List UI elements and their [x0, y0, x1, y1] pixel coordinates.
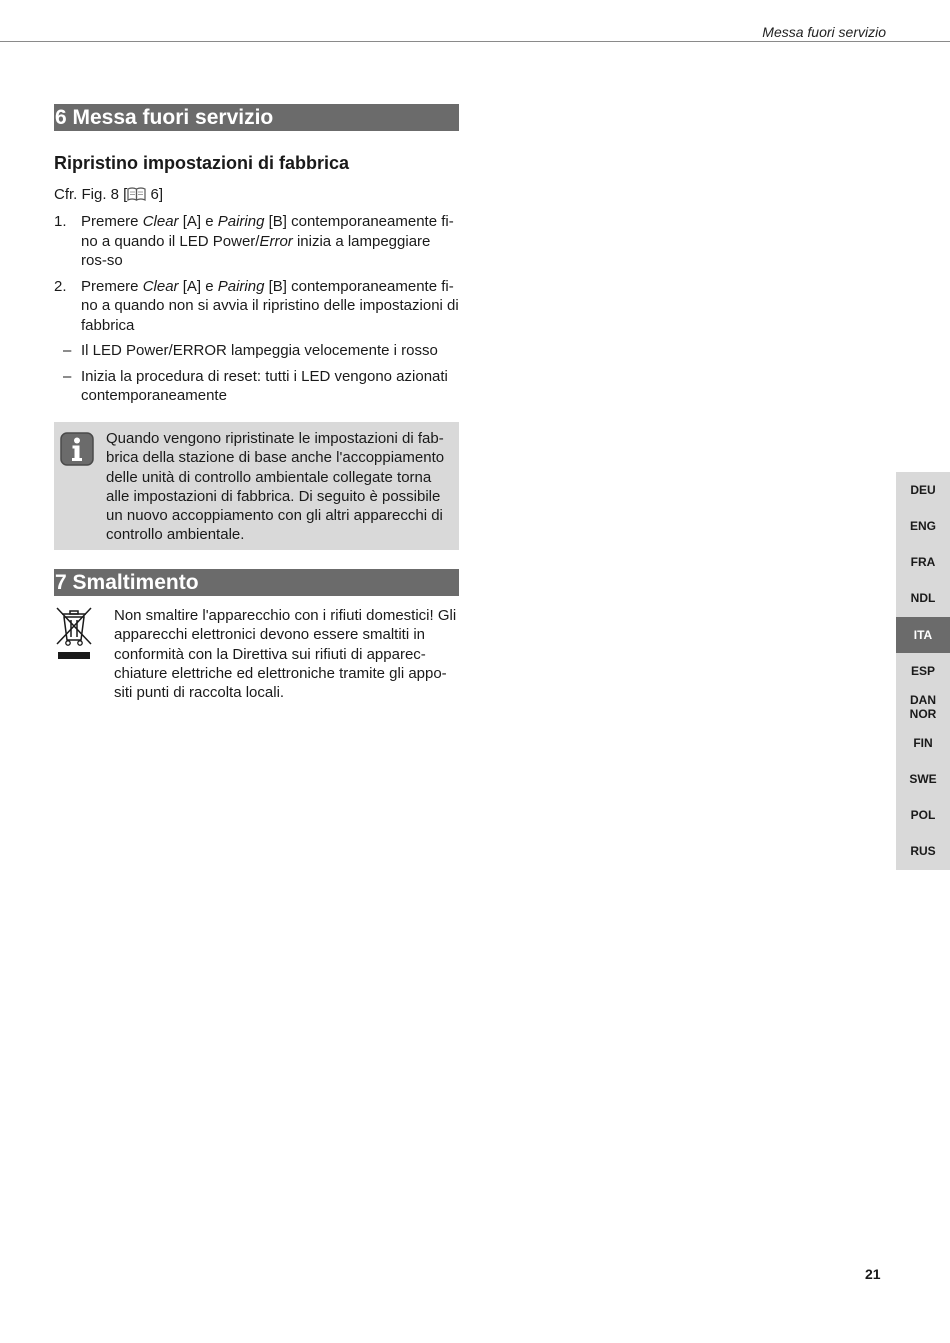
result-text: Il LED Power/ERROR lampeggia velocemente i rosso — [81, 342, 438, 359]
step-text: Premere — [81, 213, 143, 230]
lang-tab-label: SWE — [909, 771, 937, 786]
lang-tab-label: RUS — [910, 843, 936, 858]
figure-reference — [54, 185, 459, 207]
lang-tab-ita[interactable] — [896, 617, 950, 653]
button-name-clear: Clear — [142, 213, 179, 230]
info-note-text: Quando vengono ripristinate le impostazioni di fab-brica della stazione di base anche l'accoppiamento delle unità di controllo ambientale collegate torna alle impostazioni di fabbrica. Di seguito è possibile un nuovo accoppiamento con gli altri apparecchi di controllo ambientale. — [106, 430, 445, 544]
section-6 — [54, 104, 459, 131]
lang-tab-label: NDL — [910, 590, 936, 605]
step-text: [A] e — [178, 213, 218, 230]
lang-tab-ndl[interactable] — [896, 580, 950, 616]
factory-reset-heading: Ripristino impostazioni di fabbrica — [54, 153, 350, 173]
section-7-title: 7 Smaltimento — [54, 569, 459, 596]
result-text: Inizia la procedura di reset: tutti i LED vengono azionati contemporaneamente — [81, 367, 448, 404]
figure-reference-prefix: Cfr. Fig. 8 [ — [54, 186, 128, 203]
section-7 — [54, 569, 459, 596]
result-item — [54, 367, 459, 406]
lang-tab-label: FIN — [913, 735, 933, 750]
weee-bin-icon — [55, 606, 93, 667]
lang-tab-label: NOR — [909, 707, 937, 721]
info-note-box — [54, 422, 459, 550]
lang-tab-label: ENG — [909, 518, 936, 533]
step-text: inizia a lampeggiare ros-so — [81, 232, 431, 269]
lang-tab-rus[interactable] — [896, 833, 950, 869]
lang-tab-label: FRA — [910, 554, 936, 569]
lang-tab-label: DEU — [910, 482, 936, 497]
header-rule — [0, 41, 950, 42]
info-icon — [60, 432, 94, 471]
book-icon — [127, 187, 146, 207]
step-text: [A] e — [178, 277, 218, 295]
step-number: 1. — [54, 213, 67, 230]
lang-tab-label: DAN — [910, 692, 936, 707]
figure-reference-page: 6] — [146, 186, 164, 203]
lang-tab-pol[interactable] — [896, 797, 950, 833]
running-header: Messa fuori servizio — [762, 24, 886, 40]
step-number: 2. — [54, 277, 67, 295]
result-item — [54, 341, 459, 361]
dash-marker: – — [63, 367, 72, 385]
disposal-text: Non smaltire l'apparecchio con i rifiuti domestici! Gli apparecchi elettronici devono essere smaltiti in conformità con la Direttiva sui rifiuti di apparec-chiature elettriche ed elettroniche tramite gli appo-siti punti di raccolta locali. — [114, 607, 457, 702]
section-6-title: 6 Messa fuori servizio — [54, 104, 459, 131]
button-name-pairing: Pairing — [217, 277, 265, 295]
step-text: [B] contemporaneamente fi-no a quando il LED Power/ — [81, 213, 454, 250]
step-text: Premere — [81, 277, 143, 295]
lang-tab-swe[interactable] — [896, 761, 950, 797]
language-nav — [896, 472, 950, 870]
lang-tab-esp[interactable] — [896, 653, 950, 689]
lang-tab-deu[interactable] — [896, 472, 950, 508]
lang-tab-label: POL — [910, 807, 936, 822]
lang-tab-eng[interactable] — [896, 508, 950, 544]
button-name-clear: Clear — [142, 277, 179, 295]
step-text: [B] contemporaneamente fi-no a quando non si avvia il ripristino delle impostazioni di fabbrica — [81, 277, 459, 334]
lang-tab-fra[interactable] — [896, 544, 950, 580]
lang-tab-label: ITA — [913, 627, 933, 642]
lang-tab-dan-nor[interactable] — [896, 689, 950, 725]
factory-reset-block — [54, 153, 459, 174]
button-name-pairing: Pairing — [217, 213, 265, 230]
led-name-error: Error — [259, 232, 293, 250]
step-1 — [54, 212, 459, 271]
step-2 — [54, 277, 459, 336]
lang-tab-label: ESP — [910, 663, 935, 678]
steps-list — [54, 212, 459, 412]
page-number: 21 — [865, 1266, 881, 1282]
dash-marker: – — [63, 342, 72, 359]
lang-tab-fin[interactable] — [896, 725, 950, 761]
